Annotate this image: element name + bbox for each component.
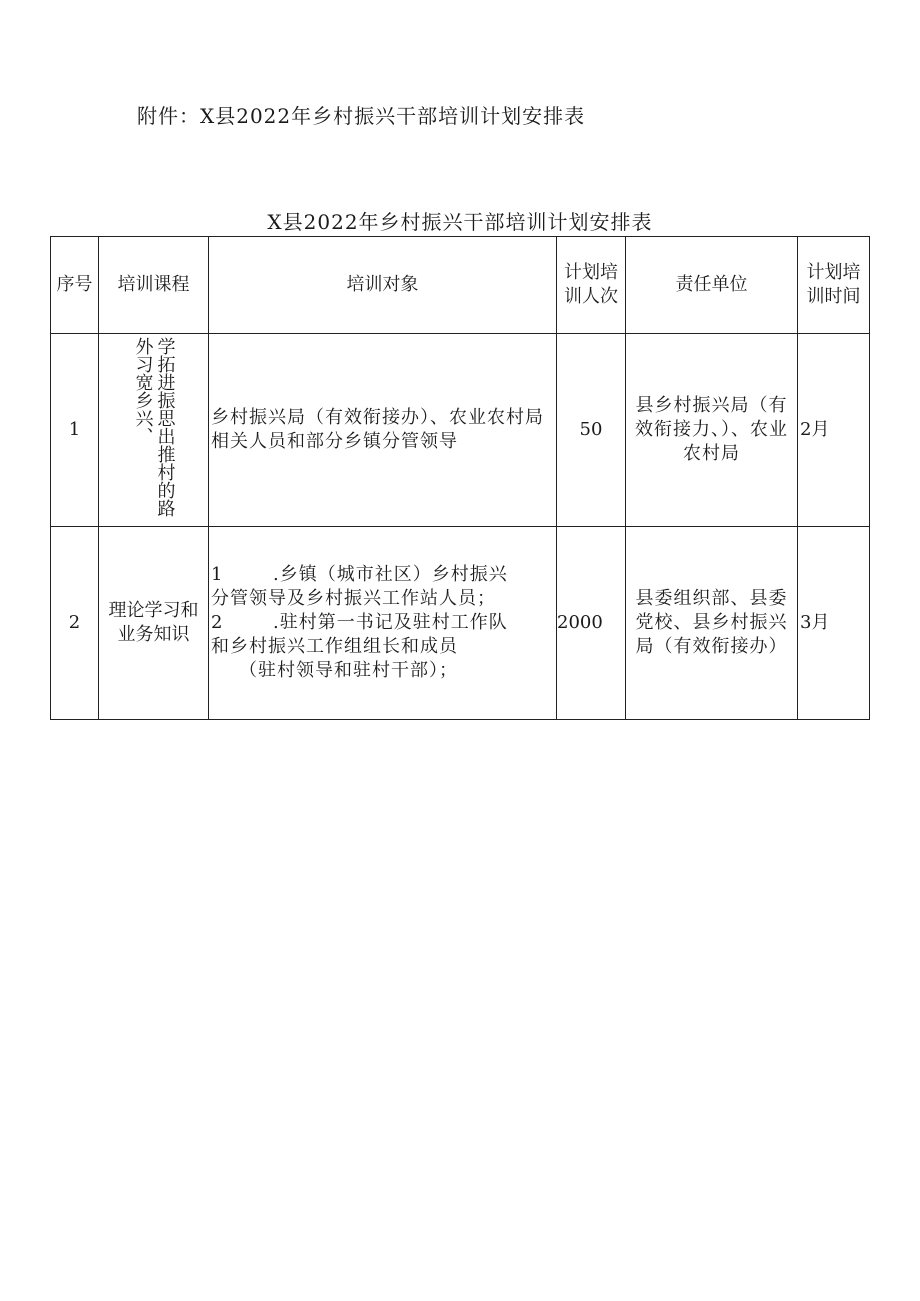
row-seq: 2 — [51, 527, 99, 720]
header-time: 计划培训时间 — [798, 237, 870, 334]
row-time: 2月 — [798, 334, 870, 527]
target-item: 1 .乡镇（城市社区）乡村振兴 — [211, 564, 508, 585]
target-item: 分管领导及乡村振兴工作站人员； — [211, 588, 496, 609]
row-unit: 县委组织部、县委党校、县乡村振兴局（有效衔接办） — [626, 527, 798, 720]
row-unit: 县乡村振兴局（有效衔接力、）、农业农村局 — [626, 334, 798, 527]
training-plan-table — [50, 236, 870, 720]
row-target-list — [209, 527, 557, 720]
row-course: 学拓进振思出推村的路外习宽乡兴、 — [132, 336, 176, 517]
row-course-cell — [99, 334, 209, 527]
target-item: 2 .驻村第一书记及驻村工作队 — [211, 612, 508, 633]
header-seq: 序号 — [51, 237, 99, 334]
table-row — [51, 334, 870, 527]
row-count: 2000 — [557, 527, 626, 720]
row-target: 乡村振兴局（有效衔接办）、农业农村局相关人员和部分乡镇分管领导 — [209, 334, 557, 527]
target-item: （驻村领导和驻村干部）； — [239, 660, 458, 681]
header-unit: 责任单位 — [626, 237, 798, 334]
header-count: 计划培训人次 — [557, 237, 626, 334]
row-time: 3月 — [798, 527, 870, 720]
row-course: 理论学习和业务知识 — [99, 527, 209, 720]
table-title: X县2022年乡村振兴干部培训计划安排表 — [267, 210, 653, 234]
row-count: 50 — [557, 334, 626, 527]
attachment-line: 附件：X县2022年乡村振兴干部培训计划安排表 — [137, 104, 586, 128]
row-seq: 1 — [51, 334, 99, 527]
table-header-row — [51, 237, 870, 334]
target-item: 和乡村振兴工作组组长和成员 — [211, 636, 458, 657]
table-row — [51, 527, 870, 720]
header-course: 培训课程 — [99, 237, 209, 334]
header-target: 培训对象 — [209, 237, 557, 334]
